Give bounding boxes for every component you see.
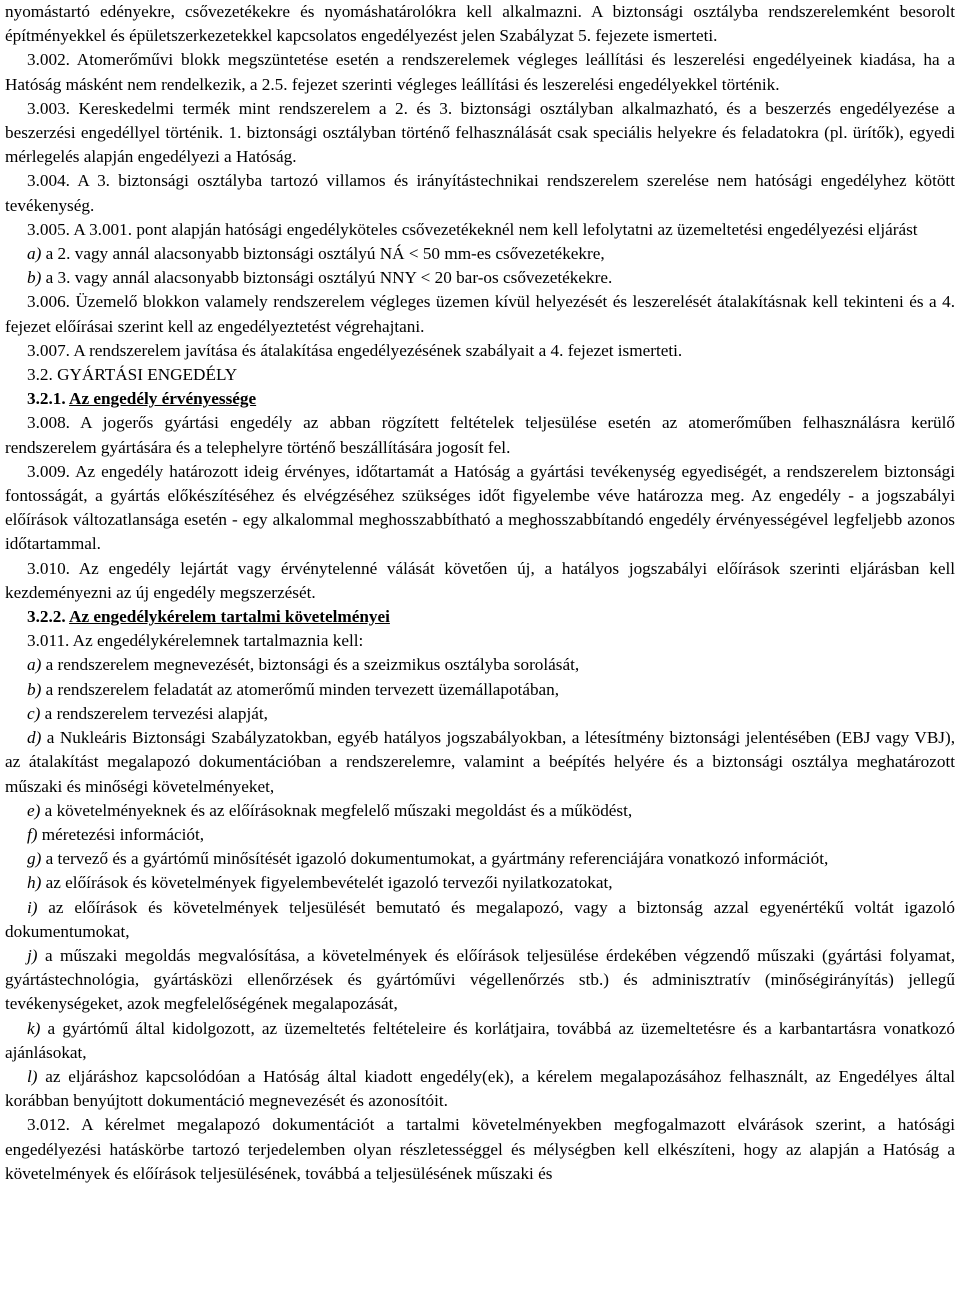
list-text: az előírások és követelmények teljesülését bemutató és megalapozó, vagy a biztonság azzal egyenértékű voltát igazoló dokumentumokat, — [5, 897, 955, 941]
list-label: h) — [27, 873, 42, 893]
list-text: az előírások és követelmények figyelembevételét igazoló tervezői nyilatkozatokat, — [41, 873, 613, 893]
list-text: az eljáráshoz kapcsolódóan a Hatóság által kiadott engedély(ek), a kérelem megalapozásához felhasznált, az Engedélyes által korábban benyújtott dokumentáció megnevezését és azonosítóit. — [5, 1066, 955, 1111]
heading-title: Az engedélykérelem tartalmi követelményei — [69, 607, 390, 627]
list-item-3-011-b — [5, 678, 955, 702]
list-item-3-011-e — [5, 799, 955, 823]
list-text: méretezési információt, — [37, 824, 205, 844]
paragraph-3-003: 3.003. Kereskedelmi termék mint rendszerelem a 2. és 3. biztonsági osztályban alkalmazható, és a beszerzés engedélyezése a beszerzési engedéllyel történik. 1. biztonsági osztályban történő felhasználását csak speciális helyekre és feladatokra (pl. ürítők), egyedi mérlegelés alapján engedélyezi a Hatóság. — [5, 98, 955, 167]
list-label: j) — [27, 945, 38, 965]
heading-number: 3.2.1. — [27, 389, 70, 409]
list-text: a tervező és a gyártómű minősítését igazoló dokumentumokat, a gyártmány referenciájára vonatkozó információt, — [41, 849, 829, 869]
paragraph-3-004: 3.004. A 3. biztonsági osztályba tartozó villamos és irányítástechnikai rendszerelem szerelése nem hatósági engedélyhez kötött tevékenység. — [5, 171, 955, 215]
list-label: f) — [27, 824, 38, 844]
paragraph-3-002: 3.002. Atomerőművi blokk megszüntetése esetén a rendszerelemek végleges leállítási és leszerelési engedélyeinek kiadása, ha a Hatóság másként nem rendelkezik, a 2.5. fejezet szerinti végleges leállítási és leszerelési engedélyekkel történik. — [5, 50, 955, 94]
list-label: d) — [27, 728, 42, 748]
subsection-heading-3-2-2 — [5, 605, 955, 629]
heading-title: Az engedély érvényessége — [69, 389, 257, 409]
list-text: a 3. vagy annál alacsonyabb biztonsági osztályú NNY < 20 bar-os csővezetékekre. — [41, 268, 613, 288]
subsection-heading-3-2-1 — [5, 387, 955, 411]
paragraph-3-006: 3.006. Üzemelő blokkon valamely rendszerelem végleges üzemen kívül helyezését és leszerelését átalakításnak kell tekinteni és a 4. fejezet előírásai szerint kell az engedélyeztetést végrehajtani. — [5, 292, 955, 336]
list-label: k) — [27, 1018, 41, 1038]
list-label: a) — [27, 244, 42, 264]
list-label: l) — [27, 1066, 38, 1086]
list-item-3-011-i — [5, 896, 955, 944]
paragraph-3-005: 3.005. A 3.001. pont alapján hatósági engedélyköteles csővezetékeknél nem kell lefolytatni az üzemeltetési engedélyezési eljárást — [27, 219, 918, 239]
list-text: a rendszerelem feladatát az atomerőmű minden tervezett üzemállapotában, — [41, 679, 560, 699]
list-text: a 2. vagy annál alacsonyabb biztonsági osztályú NÁ < 50 mm-es csővezetékekre, — [41, 244, 605, 264]
list-item-3-005-b — [5, 266, 955, 290]
list-label: g) — [27, 849, 42, 869]
list-label: e) — [27, 800, 41, 820]
heading-number: 3.2.2. — [27, 607, 70, 627]
paragraph-3-009: 3.009. Az engedély határozott ideig érvényes, időtartamát a Hatóság a gyártási tevékenység egyediségét, a rendszerelem biztonsági fontosságát, a gyártás előkészítéséhez és elvégzéséhez szükséges időt figyelembe véve határozza meg. Az engedély - a jogszabályi előírások változatlansága esetén - egy alkalommal meghosszabbítható a meghosszabbítandó engedély érvényességével legfeljebb azonos időtartammal. — [5, 461, 955, 554]
list-text: a Nukleáris Biztonsági Szabályzatokban, egyéb hatályos jogszabályokban, a létesítmény biztonsági jelentésében (EBJ vagy VBJ), az átalakítást megalapozó dokumentációban a rendszerelemre, valamint a beépítés helyére és a biztonsági osztálya meghatározott műszaki és minőségi követelményeket, — [5, 728, 955, 796]
list-item-3-011-c — [5, 702, 955, 726]
list-item-3-011-d — [5, 726, 955, 799]
section-heading-3-2: 3.2. GYÁRTÁSI ENGEDÉLY — [27, 365, 238, 385]
list-item-3-011-h — [5, 871, 955, 895]
list-item-3-011-f — [5, 823, 955, 847]
list-label: i) — [27, 897, 38, 917]
list-item-3-011-j — [5, 944, 955, 1017]
list-text: a rendszerelem megnevezését, biztonsági és a szeizmikus osztályba sorolását, — [41, 655, 580, 675]
list-text: a gyártómű által kidolgozott, az üzemeltetés feltételeire és korlátjaira, továbbá az üzemeltetésre és a karbantartásra vonatkozó ajánlásokat, — [5, 1018, 955, 1062]
paragraph-intro: nyomástartó edényekre, csővezetékekre és nyomáshatárolókra kell alkalmazni. A biztonsági osztályba rendszerelemként besorolt építményekkel és épületszerkezetekkel kapcsolatos engedélyezést jelen Szabályzat 5. fejezete ismerteti. — [5, 2, 955, 46]
list-text: a követelményeknek és az előírásoknak megfelelő műszaki megoldást és a működést, — [40, 800, 633, 820]
list-label: b) — [27, 679, 42, 699]
paragraph-3-007: 3.007. A rendszerelem javítása és átalakítása engedélyezésének szabályait a 4. fejezet ismerteti. — [27, 340, 683, 360]
list-label: a) — [27, 655, 42, 675]
paragraph-3-010: 3.010. Az engedély lejártát vagy érvénytelenné válását követően új, a hatályos jogszabályi előírások szerinti eljárásban kell kezdeményezni az új engedély megszerzését. — [5, 558, 955, 602]
list-item-3-005-a — [5, 242, 955, 266]
list-text: a műszaki megoldás megvalósítása, a követelmények és előírások teljesülése érdekében végzendő műszaki (gyártási folyamat, gyártástechnológia, gyártásközi ellenőrzések és gyártóművi végellenőrzés stb.) és adminisztratív (minőségirányítás) jellegű tevékenységeket, azok megfelelőségének megalapozását, — [5, 945, 955, 1014]
list-item-3-011-k — [5, 1017, 955, 1065]
paragraph-3-012: 3.012. A kérelmet megalapozó dokumentációt a tartalmi követelményekben megfogalmazott elvárások szerint, a hatósági engedélyezési hatáskörbe tartozó terjedelemben olyan részletességgel és mélységben kell elkészíteni, hogy az alapján a Hatóság a követelmények és előírások teljesülésének, továbbá a teljesülésének műszaki és — [5, 1115, 955, 1183]
list-item-3-011-g — [5, 847, 955, 871]
paragraph-3-008: 3.008. A jogerős gyártási engedély az abban rögzített feltételek teljesülése esetén az atomerőműben felhasználásra kerülő rendszerelem gyártására és a telephelyre történő beszállítására jogosít fel. — [5, 413, 955, 457]
list-item-3-011-a — [5, 653, 955, 677]
list-item-3-011-l — [5, 1065, 955, 1113]
paragraph-3-011: 3.011. Az engedélykérelemnek tartalmaznia kell: — [27, 631, 364, 651]
list-text: a rendszerelem tervezési alapját, — [40, 703, 268, 723]
list-label: b) — [27, 268, 42, 288]
list-label: c) — [27, 703, 41, 723]
